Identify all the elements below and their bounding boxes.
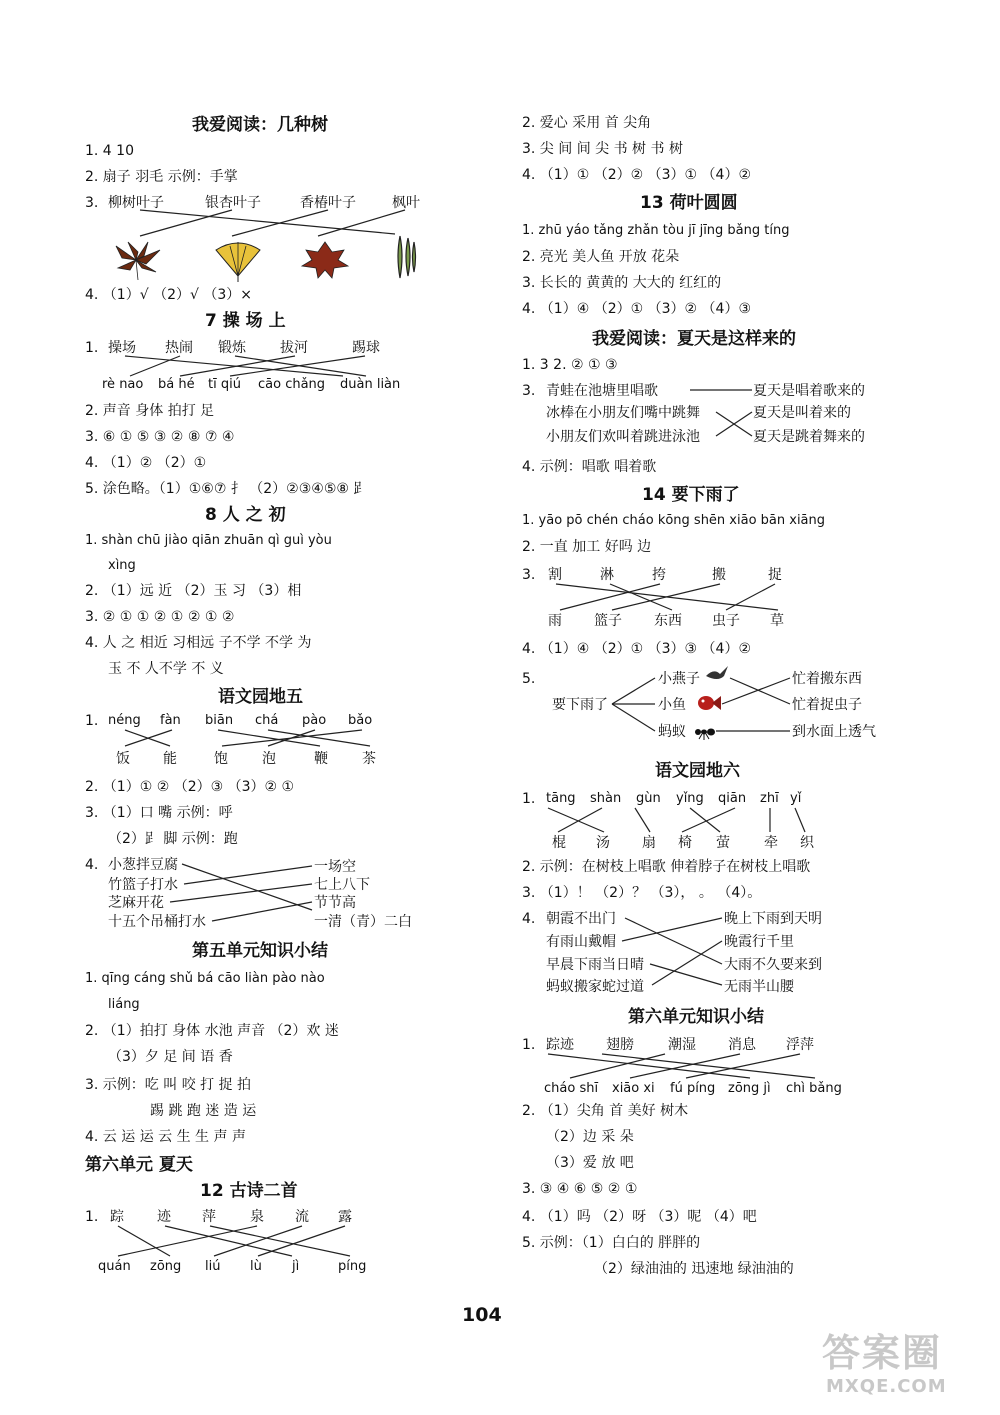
section-title: 8 人 之 初 (205, 505, 286, 525)
answer-line: 1. zhū yáo tǎng zhǎn tòu jī jīng bǎng tíng (522, 223, 790, 238)
match-pinyin: bǎo (348, 713, 373, 728)
answer-line: 4. 人 之 相近 习相远 子不学 不学 为 (85, 635, 312, 651)
match-pinyin: biān (205, 713, 234, 728)
answer-line: 5. 涂色略。（1）①⑥⑦ 扌 （2）②③④⑤⑧ 𧾷 (85, 481, 368, 497)
section-title: 第六单元知识小结 (628, 1007, 764, 1027)
section-title: 12 古诗二首 (200, 1181, 298, 1201)
match-pinyin: zōng (150, 1259, 182, 1274)
watermark-url: MXQE.COM (826, 1376, 947, 1397)
match-word: 牵 (764, 835, 778, 851)
idiom-right: 七上八下 (314, 877, 370, 893)
idiom-right: 节节高 (314, 895, 356, 911)
idiom-left: 芝麻开花 (108, 895, 164, 911)
answer-line: 4. （1）① （2）② （3）① （4）② (522, 167, 751, 183)
match-pinyin: zōng jì (728, 1081, 771, 1096)
ginkgo-leaf-icon (210, 236, 266, 282)
match-left: 青蛙在池塘里唱歌 (546, 383, 658, 399)
item-number: 1. (85, 1209, 99, 1225)
section-title: 我爱阅读：几种树 (192, 115, 328, 135)
match-pinyin: yǐ (790, 791, 802, 806)
match-word: 淋 (600, 567, 614, 583)
answer-line: 2. 示例：在树枝上唱歌 伸着脖子在树枝上唱歌 (522, 859, 811, 875)
match-word: 棍 (552, 835, 566, 851)
answer-line: 4. （1）√ （2）√ （3）× (85, 287, 253, 303)
item-number: 1. (85, 713, 99, 729)
swallow-icon (704, 664, 730, 684)
match-word: 草 (770, 613, 784, 629)
match-pinyin: yǐng (676, 791, 704, 806)
match-word: 萤 (716, 835, 730, 851)
proverb-right: 晚上下雨到天明 (724, 911, 822, 927)
unit-title: 第六单元 夏天 (85, 1155, 193, 1175)
match-word: 迹 (157, 1209, 171, 1225)
action-label: 忙着捉虫子 (792, 697, 862, 713)
animal-label: 小燕子 (658, 671, 700, 687)
animal-label: 蚂蚁 (658, 724, 686, 740)
answer-line: 3. ② ① ① ② ① ② ① ② (85, 609, 235, 625)
section-title: 第五单元知识小结 (192, 941, 328, 961)
answer-line: 2. （1）① ② （2）③ （3）② ① (85, 779, 295, 795)
leaf-label: 银杏叶子 (205, 195, 261, 211)
match-word: 扇 (642, 835, 656, 851)
match-word: 浮萍 (786, 1037, 814, 1053)
match-right: 夏天是跳着舞来的 (753, 429, 865, 445)
match-source: 要下雨了 (552, 697, 608, 713)
match-pinyin: rè nao (102, 377, 144, 392)
ant-icon (694, 722, 716, 742)
match-pinyin: cāo chǎng (258, 377, 326, 392)
match-pinyin: fú píng (670, 1081, 716, 1096)
fish-icon (696, 692, 722, 714)
match-word: 锻炼 (218, 340, 246, 356)
answer-line: 2. （1）尖角 首 美好 树木 (522, 1103, 689, 1119)
match-left: 小朋友们欢叫着跳进泳池 (546, 429, 700, 445)
proverb-right: 晚霞行千里 (724, 934, 794, 950)
answer-line: （3）爱 放 吧 (546, 1155, 634, 1171)
match-word: 鞭 (314, 751, 328, 767)
match-word: 拔河 (280, 340, 308, 356)
match-word: 翅膀 (606, 1037, 634, 1053)
leaf-label: 枫叶 (392, 195, 420, 211)
section-title: 7 操 场 上 (205, 311, 286, 331)
match-pinyin: chì bǎng (786, 1081, 842, 1096)
answer-line: 1. 4 10 (85, 143, 134, 159)
match-pinyin: píng (338, 1259, 367, 1274)
match-pinyin: duàn liàn (340, 377, 401, 392)
match-word: 热闹 (165, 340, 193, 356)
match-pinyin: shàn (590, 791, 622, 806)
match-word: 泡 (262, 751, 276, 767)
item-number: 1. (85, 340, 99, 356)
match-word: 踪 (110, 1209, 124, 1225)
match-word: 踢球 (352, 340, 380, 356)
answer-line: 3. 示例：吃 叫 咬 打 捉 拍 (85, 1077, 252, 1093)
proverb-left: 朝霞不出门 (546, 911, 616, 927)
answer-line: 4. （1）④ （2）① （3）③ （4）② (522, 641, 751, 657)
action-label: 忙着搬东西 (792, 671, 862, 687)
match-word: 泉 (250, 1209, 264, 1225)
answer-line: xìng (108, 558, 136, 573)
match-pinyin: qiān (718, 791, 747, 806)
match-word: 能 (163, 751, 177, 767)
match-pinyin: tāng (546, 791, 576, 806)
match-pinyin: gùn (636, 791, 661, 806)
answer-line: （2）绿油油的 迅速地 绿油油的 (594, 1261, 794, 1277)
match-left: 冰棒在小朋友们嘴中跳舞 (546, 405, 700, 421)
match-word: 饱 (214, 751, 228, 767)
match-pinyin: liú (205, 1259, 221, 1274)
match-word: 织 (800, 835, 814, 851)
match-pinyin: lù (250, 1259, 262, 1274)
watermark-logo: 答案圈 (822, 1331, 943, 1375)
answer-line: 1. yāo pō chén cháo kōng shēn xiāo bān xiāng (522, 513, 826, 528)
answer-line: 踢 跳 跑 迷 造 运 (150, 1103, 257, 1119)
answer-line: 4. （1）④ （2）① （3）② （4）③ (522, 301, 751, 317)
answer-line: 3. ③ ④ ⑥ ⑤ ② ① (522, 1181, 638, 1197)
item-number: 5. (522, 671, 536, 687)
idiom-left: 小葱拌豆腐 (108, 857, 178, 873)
answer-line: 1. shàn chū jiào qiān zhuān qì guì yòu (85, 533, 332, 548)
match-pinyin: fàn (160, 713, 181, 728)
section-title: 13 荷叶圆圆 (640, 193, 738, 213)
match-word: 虫子 (712, 613, 740, 629)
match-right: 夏天是唱着歌来的 (753, 383, 865, 399)
match-pinyin: quán (98, 1259, 131, 1274)
answer-line: 4. 示例：唱歌 唱着歌 (522, 459, 657, 475)
match-pinyin: pào (302, 713, 327, 728)
match-word: 捉 (768, 567, 782, 583)
match-word: 消息 (728, 1037, 756, 1053)
match-pinyin: cháo shī (544, 1081, 599, 1096)
match-word: 汤 (596, 835, 610, 851)
answer-line: 3. 长长的 黄黄的 大大的 红红的 (522, 275, 722, 291)
answer-line: 3. ⑥ ① ⑤ ③ ② ⑧ ⑦ ④ (85, 429, 235, 445)
section-title: 语文园地五 (218, 687, 303, 707)
proverb-right: 大雨不久要来到 (724, 957, 822, 973)
item-number: 3. (522, 567, 536, 583)
match-word: 饭 (116, 751, 130, 767)
leaf-label: 香椿叶子 (300, 195, 356, 211)
section-title: 14 要下雨了 (642, 485, 740, 505)
answer-line: 4. （1）② （2）① (85, 455, 207, 471)
idiom-left: 十五个吊桶打水 (108, 914, 206, 930)
watermark (818, 1322, 988, 1404)
match-word: 挎 (652, 567, 666, 583)
toon-leaf-icon (108, 238, 164, 282)
answer-line: 2. （1）拍打 身体 水池 声音 （2）欢 迷 (85, 1023, 339, 1039)
answer-line: 2. （1）远 近 （2）玉 习 （3）相 (85, 583, 302, 599)
item-number: 4. (85, 857, 99, 873)
proverb-left: 早晨下雨当日晴 (546, 957, 644, 973)
proverb-left: 蚂蚁搬家蛇过道 (546, 979, 644, 995)
match-word: 萍 (202, 1209, 216, 1225)
answer-line: （3）夕 足 间 语 香 (108, 1049, 233, 1065)
answer-line: （2）边 采 朵 (546, 1129, 634, 1145)
item-number: 4. (522, 911, 536, 927)
item-number: 3. (522, 383, 536, 399)
section-title: 我爱阅读：夏天是这样来的 (592, 329, 796, 349)
match-pinyin: xiāo xi (612, 1081, 655, 1096)
match-word: 踪迹 (546, 1037, 574, 1053)
willow-leaf-icon (392, 232, 420, 282)
match-right: 夏天是叫着来的 (753, 405, 851, 421)
match-pinyin: jì (292, 1259, 300, 1274)
answer-line: 1. qīng cáng shǔ bá cāo liàn pào nào (85, 971, 325, 986)
animal-label: 小鱼 (658, 697, 686, 713)
answer-line: 2. 亮光 美人鱼 开放 花朵 (522, 249, 680, 265)
answer-line: liáng (108, 997, 140, 1012)
answer-line: 3. （1）！ （2）？ （3）， 。 （4）。 (522, 885, 762, 901)
match-word: 流 (295, 1209, 309, 1225)
answer-line: 4. 云 运 运 云 生 生 声 声 (85, 1129, 246, 1145)
match-pinyin: zhī (760, 791, 779, 806)
match-word: 露 (338, 1209, 352, 1225)
answer-line: 3. 尖 间 间 尖 书 树 书 树 (522, 141, 683, 157)
answer-line: 1. 3 2. ② ① ③ (522, 357, 618, 373)
match-pinyin: chá (255, 713, 279, 728)
match-pinyin: bá hé (158, 377, 195, 392)
answer-line: 3. （1）口 嘴 示例：呼 (85, 805, 233, 821)
answer-line: 2. 爱心 采用 首 尖角 (522, 115, 652, 131)
cedrela-leaf-icon (300, 238, 350, 282)
match-word: 篮子 (594, 613, 622, 629)
item-number: 1. (522, 1037, 536, 1053)
answer-line: 2. 扇子 羽毛 示例：手掌 (85, 169, 238, 185)
idiom-right: 一场空 (314, 859, 356, 875)
idiom-right: 一清（青）二白 (314, 914, 412, 930)
idiom-left: 竹篮子打水 (108, 877, 178, 893)
page-number: 104 (462, 1304, 502, 1326)
match-word: 茶 (362, 751, 376, 767)
leaf-label: 柳树叶子 (108, 195, 164, 211)
answer-line: 2. 声音 身体 拍打 足 (85, 403, 215, 419)
answer-line: 3. (85, 195, 99, 211)
item-number: 1. (522, 791, 536, 807)
action-label: 到水面上透气 (792, 724, 876, 740)
match-word: 搬 (712, 567, 726, 583)
match-word: 割 (548, 567, 562, 583)
proverb-left: 有雨山戴帽 (546, 934, 616, 950)
answer-line: 玉 不 人不学 不 义 (108, 661, 224, 677)
match-pinyin: néng (108, 713, 141, 728)
match-pinyin: tī qiú (208, 377, 241, 392)
section-title: 语文园地六 (655, 761, 740, 781)
match-word: 东西 (654, 613, 682, 629)
match-word: 操场 (108, 340, 136, 356)
proverb-right: 无雨半山腰 (724, 979, 794, 995)
match-word: 潮湿 (668, 1037, 696, 1053)
match-word: 椅 (678, 835, 692, 851)
match-word: 雨 (548, 613, 562, 629)
answer-line: 2. 一直 加工 好吗 边 (522, 539, 652, 555)
answer-line: （2）𧾷 脚 示例：跑 (108, 831, 238, 847)
answer-line: 4. （1）吗 （2）呀 （3）呢 （4）吧 (522, 1209, 757, 1225)
answer-line: 5. 示例：（1）白白的 胖胖的 (522, 1235, 701, 1251)
